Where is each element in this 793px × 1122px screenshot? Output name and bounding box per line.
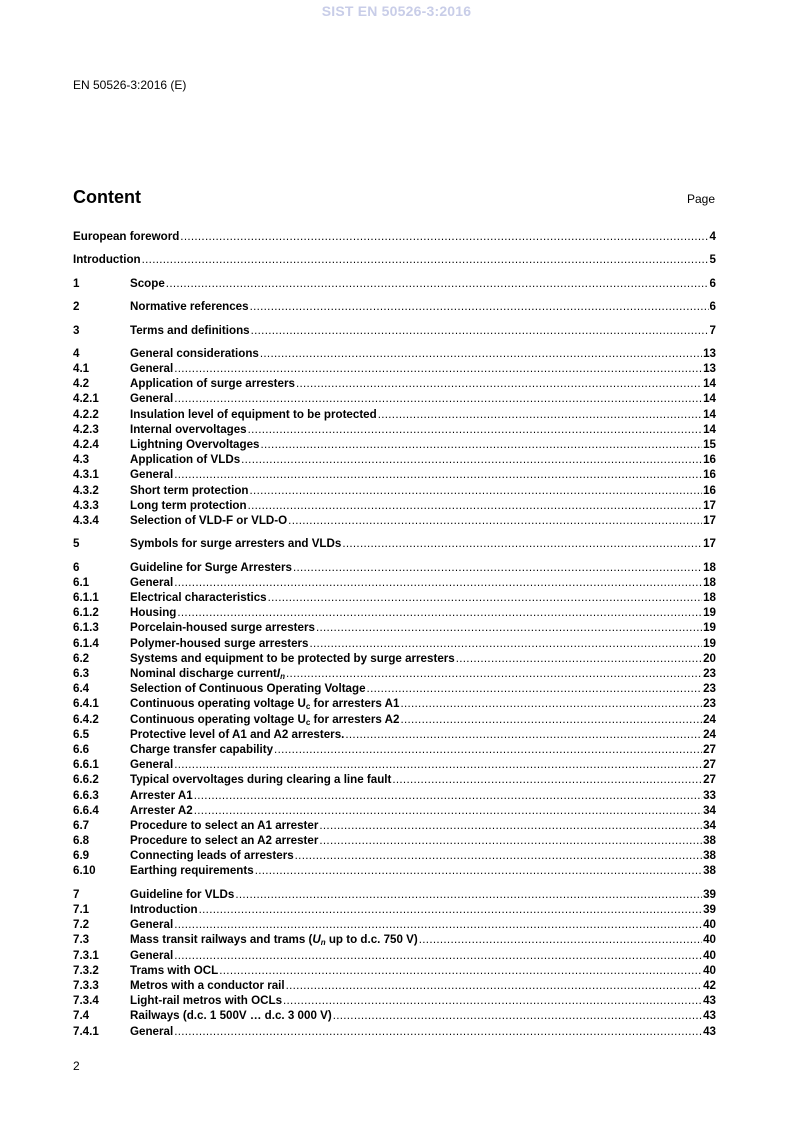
toc-entry[interactable] [73, 422, 716, 437]
toc-entry-page: 40 [703, 948, 716, 962]
toc-entry-title: Light-rail metros with OCLs [130, 994, 283, 1008]
toc-entry-title: Long term protection [130, 498, 247, 512]
toc-entry[interactable] [73, 803, 716, 818]
toc-entry[interactable] [73, 376, 716, 391]
page-column-label: Page [686, 192, 715, 206]
toc-entry-page: 19 [703, 636, 716, 650]
toc-dot-leader [316, 620, 702, 635]
toc-dot-leader [319, 818, 702, 833]
toc-entry-title: Porcelain-housed surge arresters [130, 621, 315, 635]
toc-entry-title: Systems and equipment to be protected by surge arresters [130, 651, 455, 665]
toc-dot-leader [219, 963, 702, 978]
toc-entry[interactable] [73, 788, 716, 803]
toc-entry-number: 6.4.1 [73, 697, 99, 711]
toc-entry-number: 6.9 [73, 849, 90, 863]
toc-entry-title: Arrester A1 [130, 788, 193, 802]
toc-entry[interactable] [73, 696, 716, 711]
toc-dot-leader [333, 1008, 702, 1023]
toc-entry-number: 7.3.1 [73, 948, 99, 962]
toc-entry-page: 34 [703, 803, 716, 817]
toc-entry[interactable] [73, 1008, 716, 1023]
toc-entry-title: Lightning Overvoltages [130, 438, 260, 451]
toc-entry-title: Polymer-housed surge arresters [130, 636, 309, 650]
toc-dot-leader [174, 575, 702, 590]
toc-entry-title: Guideline for VLDs [130, 887, 235, 901]
toc-entry-page: 7 [709, 323, 716, 337]
toc-entry[interactable] [73, 932, 716, 947]
toc-entry-title: Terms and definitions [130, 323, 250, 337]
toc-dot-leader [194, 803, 702, 818]
toc-entry-title: Trams with OCL [130, 963, 219, 977]
toc-entry-number: 7.1 [73, 903, 90, 916]
toc-entry-number: 4 [73, 346, 80, 360]
toc-entry-page: 18 [703, 575, 716, 589]
toc-entry-title: Continuous operating voltage $U_c$ for arresters A1 [130, 697, 400, 712]
toc-entry-number: 6.1.1 [73, 591, 99, 605]
toc-dot-leader [250, 483, 703, 498]
toc-entry-page: 13 [703, 346, 716, 360]
toc-entry-page: 14 [703, 407, 716, 421]
toc-entry-number: 2 [73, 300, 80, 314]
toc-dot-leader [235, 887, 702, 902]
toc-entry-title: Typical overvoltages during clearing a line fault [130, 773, 392, 787]
toc-dot-leader [274, 742, 702, 757]
toc-dot-leader [194, 788, 702, 803]
toc-entry-number: 4.3.4 [73, 513, 99, 527]
toc-entry[interactable] [73, 993, 716, 1008]
toc-entry[interactable] [73, 863, 716, 878]
toc-entry-number: 7.3 [73, 933, 90, 947]
toc-entry-page: 19 [703, 606, 716, 620]
toc-entry-page: 6 [709, 276, 716, 290]
toc-entry-number: 7.4 [73, 1009, 90, 1023]
toc-entry[interactable] [73, 276, 716, 291]
toc-dot-leader [174, 948, 702, 963]
toc-entry-number: 3 [73, 323, 80, 337]
toc-dot-leader [177, 605, 702, 620]
toc-entry[interactable] [73, 498, 716, 513]
toc-dot-leader [174, 1024, 702, 1039]
toc-entry-number: 6.6.1 [73, 758, 99, 772]
toc-entry-page: 24 [703, 727, 716, 741]
toc-entry-page: 34 [703, 818, 716, 832]
toc-dot-leader [296, 376, 702, 391]
toc-dot-leader [174, 391, 702, 406]
toc-dot-leader [319, 833, 702, 848]
toc-entry-title: Procedure to select an A1 arrester [130, 818, 319, 832]
toc-entry-number: 4.2.3 [73, 422, 99, 436]
toc-entry-title: Introduction [73, 253, 141, 267]
toc-entry-title: General [130, 468, 174, 482]
toc-entry[interactable] [73, 536, 716, 551]
toc-entry-number: 6.8 [73, 834, 90, 848]
toc-entry-page: 38 [703, 834, 716, 848]
toc-entry[interactable] [73, 681, 716, 696]
toc-entry-title: Nominal discharge currentI$_n$ [130, 667, 286, 681]
toc-entry[interactable] [73, 887, 716, 902]
toc-dot-leader [419, 932, 702, 947]
toc-entry-number: 6.1.4 [73, 636, 99, 650]
toc-entry[interactable] [73, 978, 716, 993]
toc-entry-title: Continuous operating voltage $U_c$ for arresters A2 [130, 712, 400, 727]
toc-entry-page: 40 [703, 963, 716, 977]
toc-entry-title: Earthing requirements [130, 864, 254, 878]
toc-dot-leader [255, 863, 702, 878]
toc-entry-number: 7 [73, 887, 80, 901]
toc-entry-page: 16 [703, 468, 716, 482]
toc-entry-page: 13 [703, 362, 716, 376]
toc-entry-number: 4.1 [73, 362, 90, 376]
toc-entry[interactable] [73, 902, 716, 917]
toc-entry[interactable] [73, 575, 716, 590]
toc-entry[interactable] [73, 772, 716, 787]
toc-entry[interactable] [73, 560, 716, 575]
toc-entry-title: Normative references [130, 300, 249, 314]
toc-entry[interactable] [73, 229, 716, 244]
toc-dot-leader [456, 651, 702, 666]
toc-entry[interactable] [73, 727, 716, 742]
toc-dot-leader [180, 229, 708, 244]
toc-entry-page: 24 [703, 712, 716, 726]
toc-entry-number: 6.6 [73, 742, 90, 756]
toc-entry-number: 6.4.2 [73, 712, 99, 726]
toc-entry-number: 5 [73, 537, 80, 551]
toc-entry[interactable] [73, 917, 716, 932]
toc-entry[interactable] [73, 666, 716, 681]
toc-entry-number: 6.1.2 [73, 606, 99, 620]
toc-entry[interactable] [73, 407, 716, 422]
toc-entry-page: 17 [703, 537, 716, 551]
toc-entry-title: Introduction [130, 903, 198, 916]
toc-entry-title: Guideline for Surge Arresters [130, 560, 292, 574]
toc-dot-leader [174, 361, 702, 376]
toc-entry[interactable] [73, 437, 716, 452]
toc-dot-leader [248, 498, 703, 513]
footer-page-number: 2 [73, 1059, 80, 1073]
toc-entry-number: 4.3.1 [73, 468, 99, 482]
toc-entry-title: Internal overvoltages [130, 422, 247, 436]
toc-entry-page: 42 [703, 978, 716, 992]
toc-entry-page: 14 [703, 392, 716, 406]
toc-entry-title: General [130, 1024, 174, 1038]
toc-entry-number: 4.3 [73, 453, 90, 467]
toc-entry-page: 6 [709, 300, 716, 314]
toc-entry-title: General [130, 918, 174, 932]
toc-entry-page: 16 [703, 483, 716, 497]
document-header: EN 50526-3:2016 (E) [73, 78, 187, 92]
page-title: Content [73, 187, 141, 207]
toc-entry-page: 16 [703, 453, 716, 467]
toc-entry-title: European foreword [73, 230, 180, 243]
toc-dot-leader [174, 917, 702, 932]
toc-entry-number: 6.4 [73, 682, 90, 696]
toc-entry-page: 14 [703, 422, 716, 436]
toc-dot-leader [166, 276, 709, 291]
toc-entry-title: Symbols for surge arresters and VLDs [130, 537, 342, 551]
toc-entry-title: Selection of VLD-F or VLD-O [130, 513, 288, 527]
toc-entry-number: 4.2 [73, 377, 90, 391]
toc-entry-number: 4.2.1 [73, 392, 99, 406]
toc-entry[interactable] [73, 620, 716, 635]
toc-dot-leader [286, 978, 702, 993]
toc-entry-number: 6.10 [73, 864, 96, 878]
toc-entry[interactable] [73, 605, 716, 620]
toc-entry-title: General considerations [130, 346, 259, 360]
toc-dot-leader [400, 712, 702, 727]
toc-dot-leader [293, 560, 702, 575]
toc-entry-page: 38 [703, 849, 716, 863]
toc-entry-page: 4 [709, 230, 716, 243]
toc-entry-page: 38 [703, 864, 716, 878]
toc-entry-title: Mass transit railways and trams ($U_n$ up to d.c. 750 V) [130, 933, 418, 948]
toc-entry-title: Application of VLDs [130, 453, 241, 467]
toc-entry-title: General [130, 392, 174, 406]
toc-entry-page: 17 [703, 513, 716, 527]
toc-entry-page: 5 [709, 253, 716, 267]
toc-entry-page: 17 [703, 498, 716, 512]
toc-entry-page: 18 [703, 560, 716, 574]
toc-entry-page: 40 [703, 918, 716, 932]
toc-entry[interactable] [73, 483, 716, 498]
toc-dot-leader [199, 902, 702, 917]
toc-entry-number: 6 [73, 560, 80, 574]
toc-dot-leader [248, 422, 702, 437]
toc-entry[interactable] [73, 323, 716, 338]
toc-entry-page: 14 [703, 377, 716, 391]
toc-entry-title: General [130, 575, 174, 589]
toc-entry-number: 6.5 [73, 727, 90, 741]
toc-entry-page: 33 [703, 788, 716, 802]
toc-entry-number: 1 [73, 276, 80, 290]
toc-entry[interactable] [73, 651, 716, 666]
toc-entry-number: 6.6.2 [73, 773, 99, 787]
toc-entry[interactable] [73, 742, 716, 757]
toc-entry-page: 27 [703, 758, 716, 772]
toc-entry-page: 19 [703, 621, 716, 635]
toc-entry-title: Connecting leads of arresters [130, 849, 294, 863]
toc-dot-leader [286, 666, 702, 681]
toc-dot-leader [260, 346, 702, 361]
toc-entry-page: 23 [703, 682, 716, 696]
toc-entry-title: General [130, 948, 174, 962]
toc-dot-leader [260, 437, 702, 452]
toc-entry-number: 4.3.3 [73, 498, 99, 512]
toc-entry-number: 6.6.3 [73, 788, 99, 802]
toc-entry-page: 43 [703, 1024, 716, 1038]
toc-entry[interactable] [73, 299, 716, 314]
toc-entry-page: 39 [703, 887, 716, 901]
toc-entry-page: 20 [703, 651, 716, 665]
toc-entry-title: General [130, 758, 174, 772]
toc-entry-number: 4.2.4 [73, 438, 99, 451]
toc-dot-leader [251, 323, 709, 338]
toc-dot-leader [345, 727, 702, 742]
toc-entry-page: 27 [703, 742, 716, 756]
toc-entry[interactable] [73, 252, 716, 267]
toc-entry-title: Metros with a conductor rail [130, 978, 285, 992]
toc-dot-leader [250, 299, 709, 314]
toc-entry-title: Insulation level of equipment to be protected [130, 407, 377, 421]
toc-entry[interactable] [73, 1024, 716, 1039]
toc-dot-leader [268, 590, 702, 605]
table-of-contents [73, 229, 716, 1039]
toc-dot-leader [142, 252, 709, 267]
toc-dot-leader [310, 636, 703, 651]
toc-entry-number: 6.7 [73, 818, 90, 832]
toc-entry-title: Procedure to select an A2 arrester [130, 834, 319, 848]
toc-entry-title: Electrical characteristics [130, 591, 267, 605]
toc-entry[interactable] [73, 757, 716, 772]
toc-dot-leader [174, 467, 702, 482]
watermark: SIST EN 50526-3:2016 [321, 3, 472, 19]
toc-entry[interactable] [73, 963, 716, 978]
toc-entry-page: 23 [703, 697, 716, 711]
toc-entry-title: Short term protection [130, 483, 249, 497]
toc-entry-number: 7.4.1 [73, 1024, 99, 1038]
toc-entry[interactable] [73, 467, 716, 482]
toc-entry[interactable] [73, 712, 716, 727]
toc-entry-title: Charge transfer capability [130, 742, 274, 756]
toc-dot-leader [174, 757, 702, 772]
toc-entry-number: 6.3 [73, 667, 90, 680]
toc-entry-page: 18 [703, 591, 716, 605]
toc-entry-page: 39 [703, 903, 716, 916]
toc-entry-title: Railways (d.c. 1 500V … d.c. 3 000 V) [130, 1009, 332, 1023]
toc-entry-number: 6.2 [73, 651, 90, 665]
toc-dot-leader [378, 407, 702, 422]
toc-dot-leader [342, 536, 702, 551]
toc-dot-leader [288, 513, 702, 528]
toc-dot-leader [283, 993, 702, 1008]
toc-entry-number: 6.1 [73, 575, 90, 589]
toc-entry-number: 6.1.3 [73, 621, 99, 635]
toc-entry-title: Protective level of A1 and A2 arresters. [130, 727, 345, 741]
toc-entry[interactable] [73, 590, 716, 605]
toc-entry-number: 4.3.2 [73, 483, 99, 497]
toc-entry-title: Housing [130, 606, 177, 620]
toc-entry[interactable] [73, 452, 716, 467]
toc-entry[interactable] [73, 948, 716, 963]
toc-entry-title: Scope [130, 276, 165, 290]
toc-entry-number: 6.6.4 [73, 803, 99, 817]
toc-entry[interactable] [73, 818, 716, 833]
toc-entry[interactable] [73, 513, 716, 528]
toc-entry-title: General [130, 362, 174, 376]
toc-entry-page: 15 [703, 438, 716, 451]
toc-entry[interactable] [73, 848, 716, 863]
toc-dot-leader [241, 452, 702, 467]
toc-entry-page: 43 [703, 994, 716, 1008]
toc-dot-leader [367, 681, 703, 696]
toc-dot-leader [400, 696, 702, 711]
toc-entry[interactable] [73, 361, 716, 376]
toc-entry-number: 7.3.4 [73, 994, 99, 1008]
toc-entry-page: 27 [703, 773, 716, 787]
toc-entry-number: 7.3.3 [73, 978, 99, 992]
toc-entry-title: Selection of Continuous Operating Voltage [130, 682, 366, 696]
toc-entry[interactable] [73, 833, 716, 848]
toc-entry[interactable] [73, 391, 716, 406]
toc-dot-leader [392, 772, 702, 787]
toc-entry-number: 7.3.2 [73, 963, 99, 977]
toc-entry-title: Application of surge arresters [130, 377, 295, 391]
toc-entry-number: 4.2.2 [73, 407, 99, 421]
toc-entry-page: 40 [703, 933, 716, 947]
toc-entry-page: 23 [703, 667, 716, 680]
toc-entry-page: 43 [703, 1009, 716, 1023]
toc-entry[interactable] [73, 346, 716, 361]
toc-entry-number: 7.2 [73, 918, 90, 932]
toc-entry-title: Arrester A2 [130, 803, 193, 817]
toc-dot-leader [295, 848, 702, 863]
toc-entry[interactable] [73, 636, 716, 651]
